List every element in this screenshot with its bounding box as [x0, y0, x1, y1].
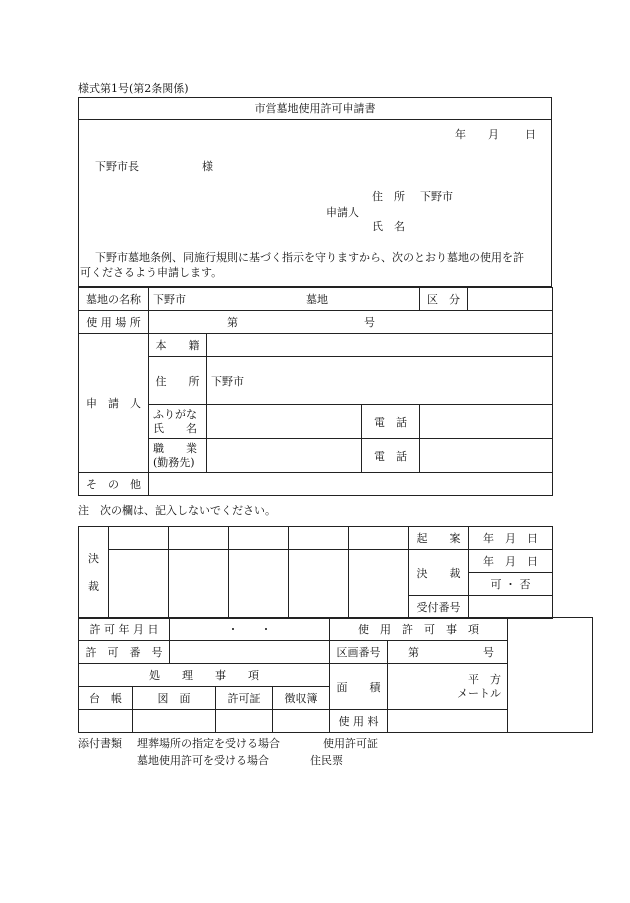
- attachment-doc-1: 使用許可証: [323, 737, 378, 750]
- daicho-check[interactable]: [79, 710, 133, 733]
- shiyoryo-value[interactable]: [388, 710, 508, 733]
- heiho: 平 方: [468, 672, 502, 686]
- kessai-char-1: 決: [88, 551, 99, 565]
- kinmusaki-label: (勤務先): [153, 455, 195, 469]
- name-label: 氏 名: [372, 220, 405, 233]
- stamp-2[interactable]: [169, 550, 229, 619]
- application-table: [78, 287, 553, 496]
- usage-place-label: 使 用 場 所: [79, 311, 149, 334]
- date-year: 年: [455, 128, 466, 141]
- stamp-3[interactable]: [229, 550, 289, 619]
- menseki-label: 面 積: [330, 664, 388, 710]
- stamp-1[interactable]: [109, 550, 169, 619]
- stamp-4[interactable]: [289, 550, 349, 619]
- furigana-name-label: [149, 405, 207, 439]
- kessai-label: 決 裁: [409, 550, 469, 596]
- kessai-char-2: 裁: [88, 579, 99, 593]
- form-number: 様式第1号(第2条関係): [78, 82, 189, 95]
- honseki-label: 本 籍: [149, 334, 207, 357]
- kyoka-date-value[interactable]: ・ ・: [170, 618, 330, 641]
- choshubo-check[interactable]: [273, 710, 330, 733]
- shori-label: 処 理 事 項: [79, 664, 330, 687]
- jusho-label: 住 所: [149, 357, 207, 405]
- menseki-value[interactable]: [388, 664, 508, 710]
- stamp-h-5[interactable]: [349, 527, 409, 550]
- furigana-label: ふりがな: [153, 407, 197, 421]
- permit-stamp-area[interactable]: [508, 618, 593, 733]
- stamp-h-3[interactable]: [229, 527, 289, 550]
- kyokasho-label: 許可証: [216, 687, 273, 710]
- phone-value-1[interactable]: [420, 405, 553, 439]
- note: 注 次の欄は、記入しないでください。: [78, 504, 276, 517]
- shimei-label: 氏 名: [153, 421, 197, 435]
- section-label: 区 分: [420, 288, 468, 311]
- applicant-group-label: 申 請 人: [79, 334, 149, 473]
- attachment-case-2: 墓地使用許可を受ける場合: [137, 754, 269, 767]
- section-value[interactable]: [468, 288, 553, 311]
- date-month: 月: [488, 128, 499, 141]
- honorific: 様: [202, 160, 213, 173]
- usage-place-cell[interactable]: [149, 311, 553, 334]
- uketsuke-label: 受付番号: [409, 596, 469, 619]
- other-value[interactable]: [149, 473, 553, 496]
- kukaku-dai: 第: [408, 646, 420, 659]
- cemetery-name-label: 墓地の名称: [79, 288, 149, 311]
- declaration-line-2: 可くださるよう申請します。: [80, 266, 223, 279]
- cemetery-name-cell[interactable]: [149, 288, 420, 311]
- daicho-label: 台 帳: [79, 687, 133, 710]
- date-day: 日: [525, 128, 536, 141]
- uketsuke-value[interactable]: [469, 596, 553, 619]
- kyoka-bango-value[interactable]: [170, 641, 330, 664]
- attachment-doc-2: 住民票: [310, 754, 343, 767]
- zumen-label: 図 面: [133, 687, 216, 710]
- stamp-h-4[interactable]: [289, 527, 349, 550]
- attachments-label: 添付書類: [78, 737, 122, 750]
- address-value: 下野市: [420, 190, 453, 203]
- kyoka-jiko-label: 使 用 許 可 事 項: [330, 618, 508, 641]
- address-label: 住 所: [372, 190, 405, 203]
- occupation-value[interactable]: [207, 439, 362, 473]
- choshubo-label: 徴収簿: [273, 687, 330, 710]
- kukaku-label: 区画番号: [330, 641, 388, 664]
- honseki-value[interactable]: [207, 334, 553, 357]
- stamp-h-2[interactable]: [169, 527, 229, 550]
- other-label: そ の 他: [79, 473, 149, 496]
- admin-decision-table: [78, 526, 553, 619]
- shokugyo-label: 職 業: [153, 441, 197, 455]
- kessai-stamp-label: [79, 527, 109, 619]
- kukaku-go: 号: [483, 646, 495, 659]
- shiyoryo-label: 使 用 料: [330, 710, 388, 733]
- addressee: 下野市長: [95, 160, 139, 173]
- phone-label-1: 電 話: [362, 405, 420, 439]
- form-title: 市営墓地使用許可申請書: [254, 102, 376, 115]
- stamp-5[interactable]: [349, 550, 409, 619]
- approval-choice[interactable]: 可 ・ 否: [469, 573, 553, 596]
- kian-label: 起 案: [409, 527, 469, 550]
- stamp-h-1[interactable]: [109, 527, 169, 550]
- meter: メートル: [457, 686, 502, 700]
- declaration-line-1: 下野市墓地条例、同施行規則に基づく指示を守りますから、次のとおり墓地の使用を許: [95, 251, 524, 264]
- zumen-check[interactable]: [133, 710, 216, 733]
- phone-value-2[interactable]: [420, 439, 553, 473]
- kyokasho-check[interactable]: [216, 710, 273, 733]
- jusho-value[interactable]: 下野市: [207, 357, 553, 405]
- cemetery-name-value: 下野市: [153, 293, 186, 306]
- kyoka-date-label: 許 可 年 月 日: [79, 618, 170, 641]
- kukaku-value[interactable]: [388, 641, 508, 664]
- cemetery-suffix: 墓地: [306, 293, 328, 306]
- applicant-label: 申請人: [326, 206, 359, 219]
- name-value[interactable]: [207, 405, 362, 439]
- attachment-case-1: 埋葬場所の指定を受ける場合: [137, 737, 280, 750]
- usage-go: 号: [364, 316, 375, 329]
- occupation-label-cell: [149, 439, 207, 473]
- phone-label-2: 電 話: [362, 439, 420, 473]
- usage-dai: 第: [227, 316, 238, 329]
- kyoka-bango-label: 許 可 番 号: [79, 641, 170, 664]
- kessai-date[interactable]: 年 月 日: [469, 550, 553, 573]
- kian-date[interactable]: 年 月 日: [469, 527, 553, 550]
- admin-permit-table: [78, 617, 593, 733]
